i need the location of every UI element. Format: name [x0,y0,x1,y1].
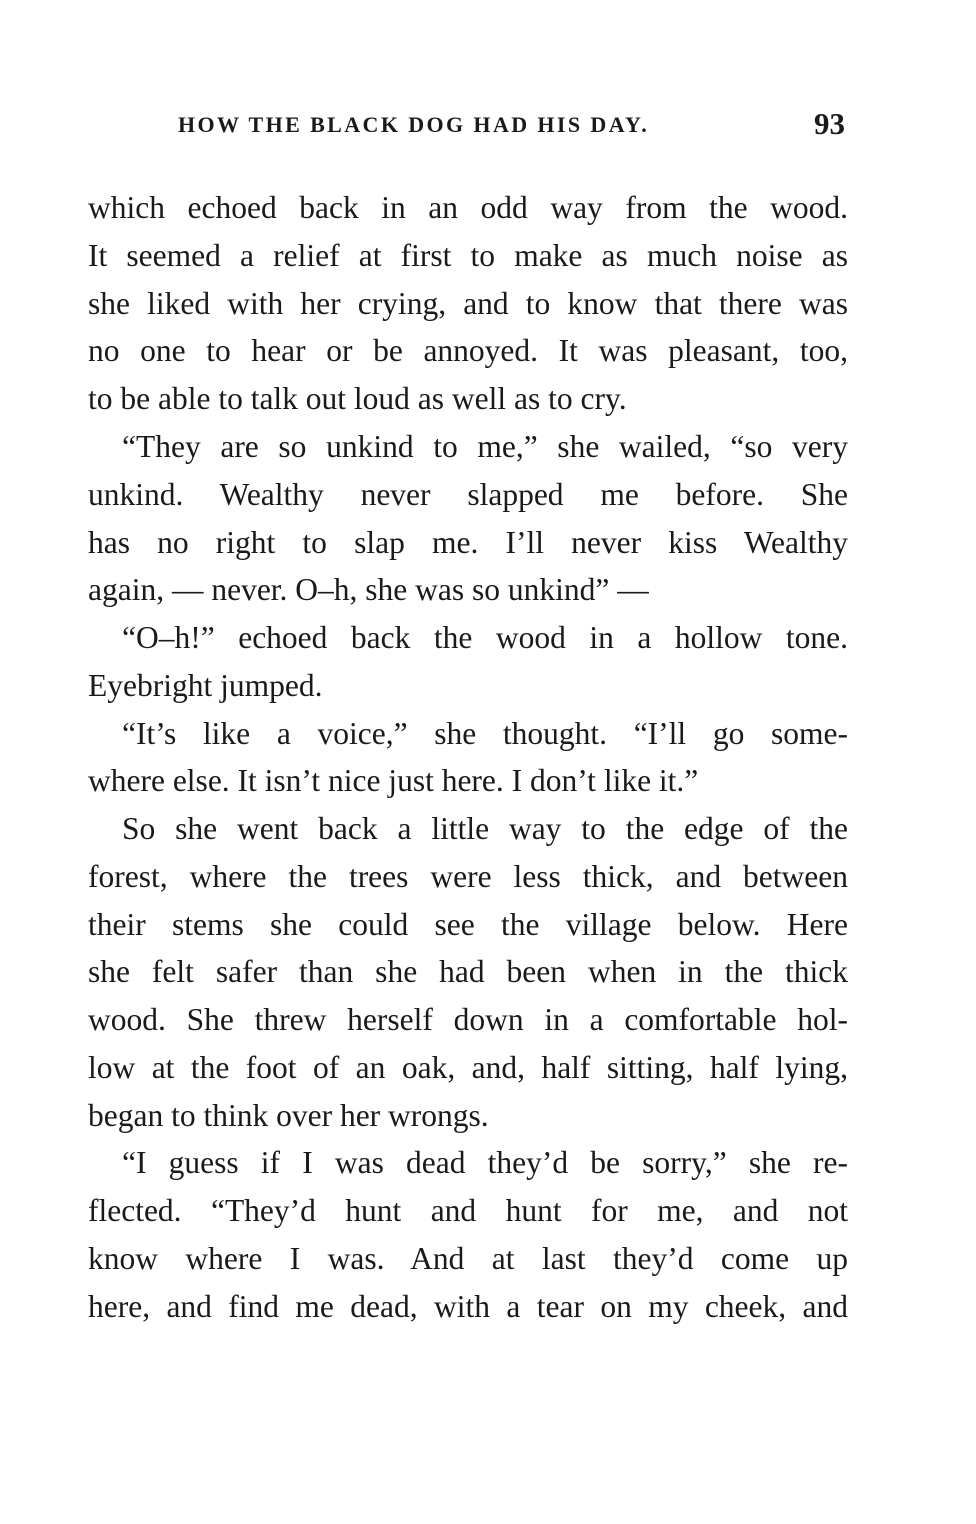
text-line: It seemed a relief at first to make as much noise as [88,238,848,273]
text-line: here, and find me dead, with a tear on my cheek, and [88,1289,848,1324]
text-line: know where I was. And at last they’d come up [88,1241,848,1276]
text-line: “They are so unkind to me,” she wailed, “so very [122,429,848,464]
text-line: has no right to slap me. I’ll never kiss Wealthy [88,525,848,560]
text-line: their stems she could see the village below. Here [88,907,848,942]
text-line: Eyebright jumped. [88,668,323,703]
text-line: where else. It isn’t nice just here. I don’t like it.” [88,763,699,798]
text-line: So she went back a little way to the edge of the [122,811,848,846]
text-line: flected. “They’d hunt and hunt for me, and not [88,1193,848,1228]
text-line: which echoed back in an odd way from the wood. [88,190,848,225]
text-line: “I guess if I was dead they’d be sorry,” she re- [122,1145,848,1180]
text-line: began to think over her wrongs. [88,1098,489,1133]
text-line: low at the foot of an oak, and, half sitting, half lying, [88,1050,848,1085]
text-line: no one to hear or be annoyed. It was pleasant, too, [88,333,848,368]
text-line: “O–h!” echoed back the wood in a hollow tone. [122,620,848,655]
text-line: she liked with her crying, and to know that there was [88,286,848,321]
text-line: wood. She threw herself down in a comfortable hol- [88,1002,848,1037]
text-line: to be able to talk out loud as well as to cry. [88,381,627,416]
page-number: 93 [814,106,845,141]
text-line: she felt safer than she had been when in the thick [88,954,848,989]
text-line: “It’s like a voice,” she thought. “I’ll go some- [122,716,848,751]
text-line: again, — never. O–h, she was so unkind” — [88,572,649,607]
text-line: forest, where the trees were less thick, and between [88,859,848,894]
text-line: unkind. Wealthy never slapped me before. She [88,477,848,512]
running-head: HOW THE BLACK DOG HAD HIS DAY. [178,112,650,137]
